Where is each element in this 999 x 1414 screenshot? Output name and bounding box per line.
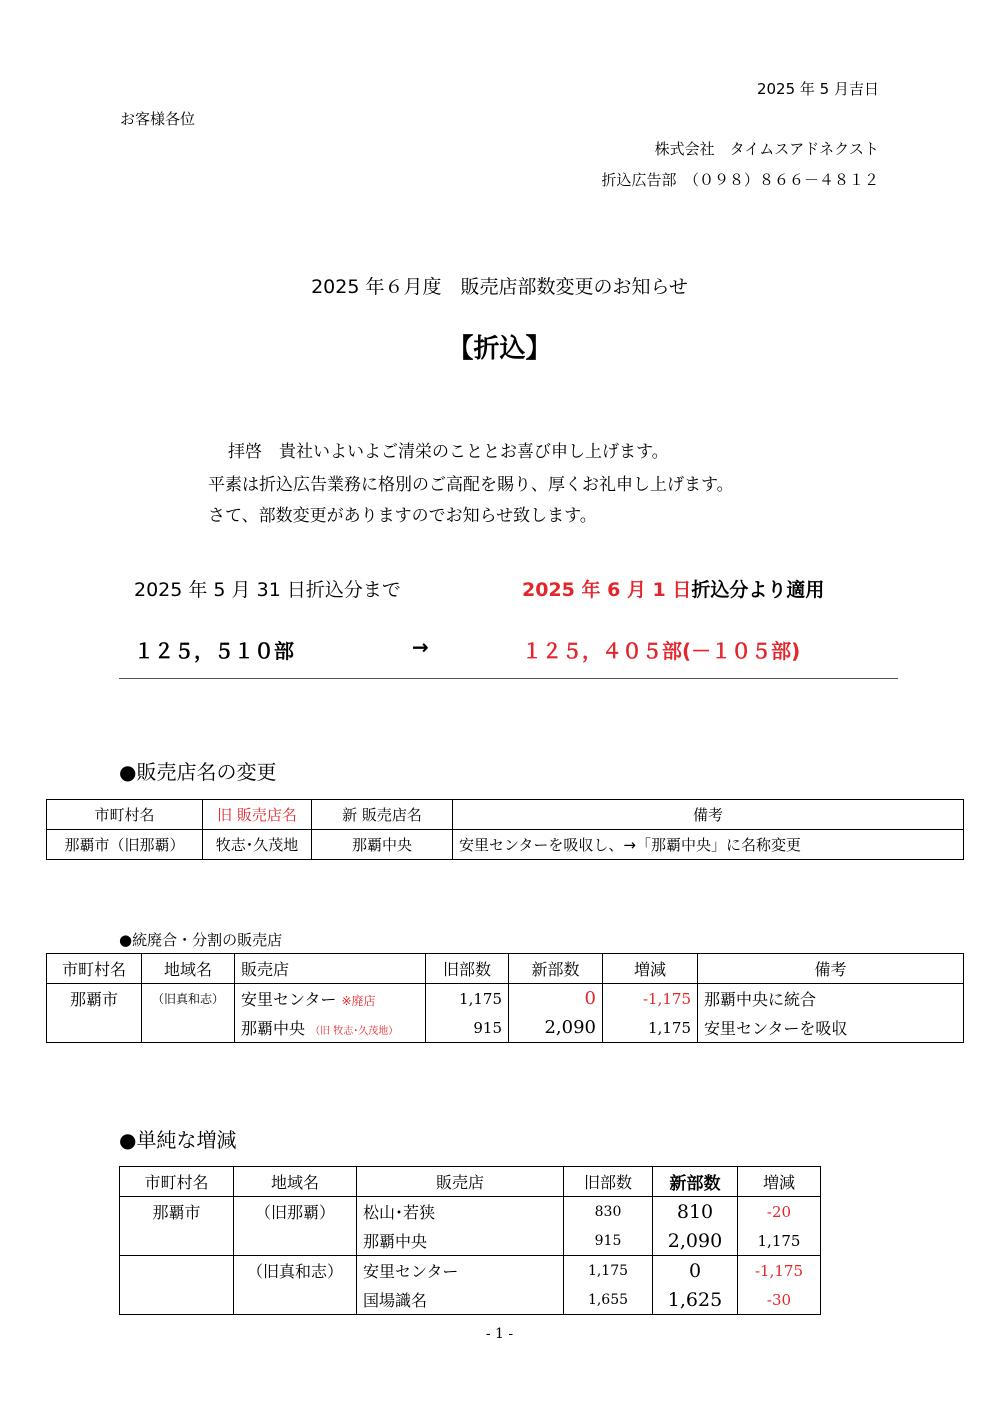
cell-new-count: 0 [509,984,603,1014]
table-header-row [120,1167,821,1197]
table-row [120,1285,821,1315]
header-area: 地域名 [234,1167,357,1197]
cell-old-count: 915 [564,1226,653,1256]
table-row [47,830,964,860]
cell-new-store: 那覇中央 [312,830,453,860]
before-date-label: 2025 年 5 月 31 日折込分まで [134,579,401,601]
header-city: 市町村名 [47,954,142,984]
before-count: １２５，５１０部 [134,639,294,663]
section-heading-rename: ●販売店名の変更 [119,760,277,784]
header-diff: 増減 [738,1167,821,1197]
cell-city: 那覇市 [47,984,142,1014]
table-header-row [47,954,964,984]
company-name: 株式会社 タイムスアドネクスト [654,140,879,158]
cell-new-count: 810 [653,1197,738,1227]
simple-change-table [119,1166,821,1315]
header-store: 販売店 [357,1167,564,1197]
store-name: 那覇中央 [241,1019,306,1038]
header-remarks: 備考 [698,954,964,984]
addressee: お客様各位 [120,110,196,128]
cell-city: 那覇市 [120,1197,234,1227]
table-row [120,1197,821,1227]
cell-area [234,1285,357,1315]
former-name-note: （旧 牧志･久茂地） [310,1026,399,1037]
header-diff: 増減 [603,954,698,984]
cell-city [120,1226,234,1256]
header-remarks: 備考 [453,800,964,830]
cell-area: （旧那覇） [234,1197,357,1227]
cell-old-count: 1,175 [564,1256,653,1286]
cell-diff: -1,175 [603,984,698,1014]
rename-table [46,799,964,860]
summary-divider [119,678,898,679]
header-store: 販売店 [235,954,426,984]
table-row [47,984,964,1014]
cell-store [235,984,426,1014]
header-old-count: 旧部数 [426,954,509,984]
cell-store [235,1013,426,1043]
department-contact: 折込広告部 （０９８）８６６－４８１２ [601,171,879,189]
cell-new-count: 0 [653,1256,738,1286]
section-heading-merge: ●統廃合・分割の販売店 [119,931,283,949]
cell-store: 松山･若狭 [357,1197,564,1227]
cell-store: 国場識名 [357,1285,564,1315]
cell-remark: 安里センターを吸収し、→「那覇中央」に名称変更 [453,830,964,860]
document-title: 2025 年６月度 販売店部数変更のお知らせ [311,276,688,298]
page-number: - 1 - [485,1326,514,1342]
document-subtitle: 【折込】 [447,334,552,364]
store-name: 安里センター [241,990,337,1009]
table-header-row [47,800,964,830]
cell-diff: -30 [738,1285,821,1315]
cell-area-empty [142,1013,235,1043]
greeting-line-3: さて、部数変更がありますのでお知らせ致します。 [208,506,597,526]
cell-city [120,1256,234,1286]
cell-city: 那覇市（旧那覇） [47,830,203,860]
header-city: 市町村名 [47,800,203,830]
cell-old-count: 1,175 [426,984,509,1014]
header-new-store: 新 販売店名 [312,800,453,830]
greeting-line-2: 平素は折込広告業務に格別のご高配を賜り、厚くお礼申し上げます。 [208,475,734,495]
cell-old-store: 牧志･久茂地 [203,830,312,860]
cell-new-count: 2,090 [653,1226,738,1256]
merge-table [46,953,964,1043]
cell-old-count: 830 [564,1197,653,1227]
header-new-count: 新部数 [653,1167,738,1197]
header-old-store: 旧 販売店名 [203,800,312,830]
cell-city [120,1285,234,1315]
document-date: 2025 年 5 月吉日 [756,80,879,98]
cell-diff: -1,175 [738,1256,821,1286]
cell-city-empty [47,1013,142,1043]
cell-new-count: 2,090 [509,1013,603,1043]
cell-diff: 1,175 [738,1226,821,1256]
after-date-red: 2025 年 6 月 1 日 [522,579,692,601]
section-heading-simple: ●単純な増減 [119,1128,237,1152]
greeting-line-1: 拝啓 貴社いよいよご清栄のこととお喜び申し上げます。 [228,442,669,462]
cell-area: （旧真和志） [142,984,235,1014]
cell-remark: 安里センターを吸収 [698,1013,964,1043]
cell-old-count: 915 [426,1013,509,1043]
after-date-suffix: 折込分より適用 [691,579,825,601]
header-old-count: 旧部数 [564,1167,653,1197]
cell-area: （旧真和志） [234,1256,357,1286]
cell-old-count: 1,655 [564,1285,653,1315]
cell-area [234,1226,357,1256]
cell-diff: -20 [738,1197,821,1227]
cell-diff: 1,175 [603,1013,698,1043]
arrow-icon: → [412,635,429,659]
closed-note: ※廃店 [341,994,376,1008]
after-date-label [522,575,824,602]
table-row [47,1013,964,1043]
table-row [120,1226,821,1256]
cell-store: 安里センター [357,1256,564,1286]
cell-remark: 那覇中央に統合 [698,984,964,1014]
header-area: 地域名 [142,954,235,984]
header-new-count: 新部数 [509,954,603,984]
header-city: 市町村名 [120,1167,234,1197]
table-row [120,1256,821,1286]
cell-store: 那覇中央 [357,1226,564,1256]
after-count: １２５，４０５部(－１０５部) [522,639,801,663]
cell-new-count: 1,625 [653,1285,738,1315]
